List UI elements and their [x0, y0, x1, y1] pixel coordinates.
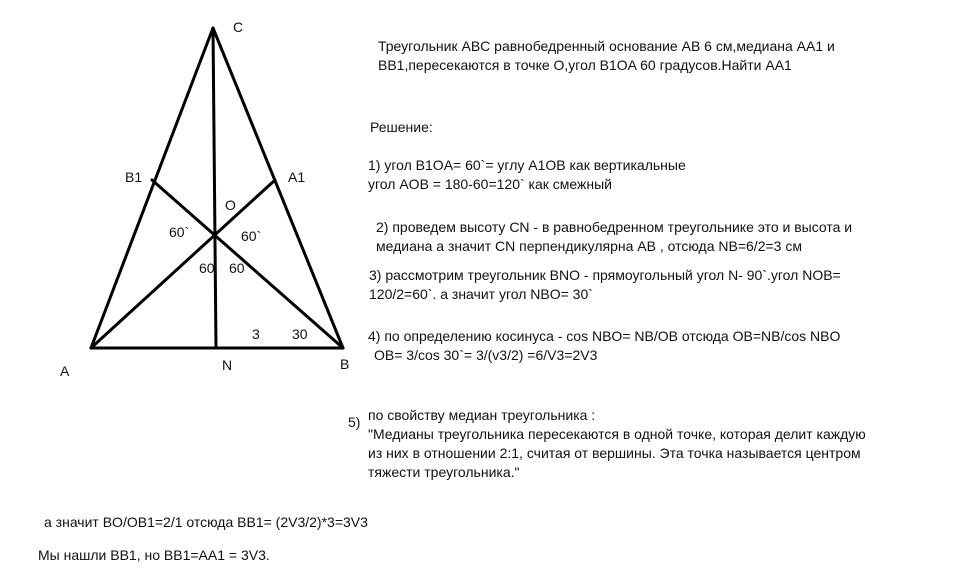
conclusion-line-2: Мы нашли BB1, но BB1=AA1 = 3V3. [38, 547, 270, 563]
height-cn [213, 28, 216, 348]
step-line: 1) угол B1OA= 60`= углу A1OB как вертикальные [368, 157, 686, 173]
label-angle-o-right: 60 [229, 260, 245, 276]
label-point-a: A [60, 363, 70, 379]
solution-step-3 [369, 266, 841, 304]
step-line: угол AOB = 180-60=120` как смежный [368, 176, 613, 192]
label-angle-b1-o: 60` [169, 224, 190, 240]
step-line: 3) рассмотрим треугольник BNO - прямоугольный угол N- 90`.угол NOB= [369, 267, 841, 283]
problem-statement [378, 37, 835, 75]
label-angle-o-a1: 60` [241, 228, 262, 244]
label-angle-o-left: 60 [199, 260, 215, 276]
step-line: 4) по определению косинуса - cos NBO= NB/OB отсюда OB=NB/cos NBO [368, 328, 841, 344]
label-point-a1: A1 [288, 169, 306, 185]
step-line: по свойству медиан треугольника : [368, 407, 596, 423]
solution-step-5 [368, 406, 866, 482]
label-point-n: N [222, 357, 233, 373]
solution-step-2 [376, 218, 852, 256]
solution-heading: Решение: [370, 119, 433, 135]
side-ac [91, 28, 213, 348]
step-line: OB= 3/cos 30`= 3/(v3/2) =6/V3=2V3 [374, 347, 598, 363]
label-point-b1: B1 [125, 169, 143, 185]
solution-step-1 [368, 156, 686, 194]
step-line: медиана а значит CN перпендикулярна AB , отсюда NB=6/2=3 см [376, 238, 802, 254]
label-segment-nb: 3 [252, 326, 260, 342]
problem-line: BB1,пересекаются в точке O,угол B1OA 60 градусов.Найти AA1 [378, 57, 792, 73]
conclusion-line-1: а значит BO/OB1=2/1 отсюда BB1= (2V3/2)*3=3V3 [44, 514, 368, 530]
solution-step-5-number: 5) [348, 414, 361, 430]
step-line: тяжести треугольника." [368, 464, 520, 480]
step-line: "Медианы треугольника пересекаются в одной точке, которая делит каждую [368, 426, 866, 442]
solution-step-4 [368, 327, 840, 365]
label-point-b: B [340, 356, 350, 372]
label-point-c: C [233, 19, 244, 35]
step-line: 2) проведем высоту CN - в равнобедренном треугольнике это и высота и [376, 219, 853, 235]
label-point-o: O [225, 197, 236, 213]
side-bc [213, 28, 343, 348]
label-angle-b: 30 [292, 326, 308, 342]
problem-line: Треугольник ABC равнобедренный основание AB 6 см,медиана AA1 и [378, 38, 835, 54]
step-line: 120/2=60`. а значит угол NBO= 30` [369, 286, 593, 302]
step-line: из них в отношении 2:1, считая от вершины. Эта точка называется центром [368, 445, 861, 461]
